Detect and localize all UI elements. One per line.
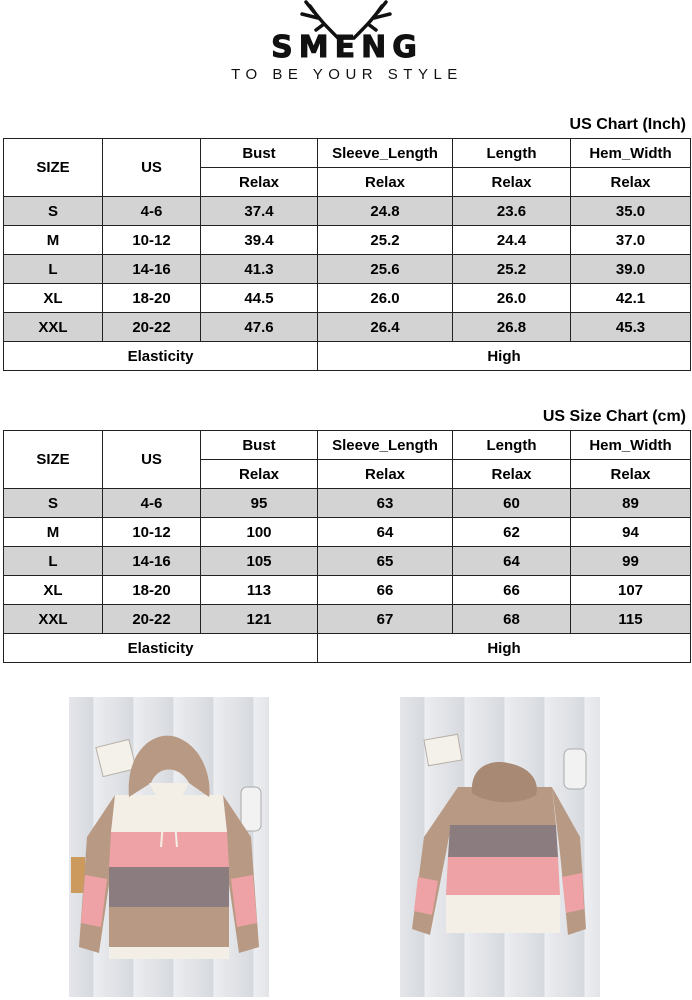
cell: XXL <box>4 313 103 342</box>
header-size: SIZE <box>4 431 103 489</box>
cell: 95 <box>201 489 318 518</box>
cell: 66 <box>453 576 571 605</box>
cell: 64 <box>453 547 571 576</box>
cell: 64 <box>318 518 453 547</box>
header-us: US <box>103 139 201 197</box>
cell: L <box>4 547 103 576</box>
header-sleeve-length: Sleeve_Length <box>318 431 453 460</box>
cell: 121 <box>201 605 318 634</box>
cell: 37.0 <box>571 226 691 255</box>
elasticity-value: High <box>318 342 691 371</box>
cell: M <box>4 518 103 547</box>
cell: 66 <box>318 576 453 605</box>
cell: 37.4 <box>201 197 318 226</box>
header-hem-width: Hem_Width <box>571 139 691 168</box>
table-row <box>4 284 691 313</box>
cell: 26.8 <box>453 313 571 342</box>
cell: 10-12 <box>103 226 201 255</box>
elasticity-value: High <box>318 634 691 663</box>
cell: 4-6 <box>103 197 201 226</box>
table-row <box>4 547 691 576</box>
cell: 20-22 <box>103 605 201 634</box>
subheader-relax: Relax <box>571 460 691 489</box>
cell: 68 <box>453 605 571 634</box>
cell: 89 <box>571 489 691 518</box>
chart-title-inch: US Chart (Inch) <box>569 116 686 133</box>
subheader-relax: Relax <box>318 460 453 489</box>
table-row <box>4 489 691 518</box>
cell: 25.2 <box>318 226 453 255</box>
cell: 94 <box>571 518 691 547</box>
product-photo-front <box>69 697 269 997</box>
table-row <box>4 226 691 255</box>
cell: 107 <box>571 576 691 605</box>
cell: 10-12 <box>103 518 201 547</box>
cell: 42.1 <box>571 284 691 313</box>
elasticity-row <box>4 342 691 371</box>
brand-name: SMENG <box>271 30 423 65</box>
cell: XL <box>4 284 103 313</box>
subheader-relax: Relax <box>201 460 318 489</box>
size-table-inch <box>3 138 691 371</box>
cell: 26.0 <box>453 284 571 313</box>
cell: 115 <box>571 605 691 634</box>
cell: 20-22 <box>103 313 201 342</box>
subheader-relax: Relax <box>453 168 571 197</box>
cell: 18-20 <box>103 576 201 605</box>
cell: 25.6 <box>318 255 453 284</box>
table-row <box>4 518 691 547</box>
elasticity-label: Elasticity <box>4 342 318 371</box>
header-bust: Bust <box>201 431 318 460</box>
cell: 35.0 <box>571 197 691 226</box>
cell: 24.8 <box>318 197 453 226</box>
header-row <box>4 139 691 168</box>
cell: 39.4 <box>201 226 318 255</box>
elasticity-label: Elasticity <box>4 634 318 663</box>
cell: 14-16 <box>103 255 201 284</box>
cell: 105 <box>201 547 318 576</box>
subheader-relax: Relax <box>318 168 453 197</box>
cell: 67 <box>318 605 453 634</box>
brand-logo <box>0 0 692 92</box>
cell: S <box>4 197 103 226</box>
cell: 39.0 <box>571 255 691 284</box>
cell: 14-16 <box>103 547 201 576</box>
product-photo-back <box>400 697 600 997</box>
cell: 100 <box>201 518 318 547</box>
cell: 113 <box>201 576 318 605</box>
cell: 47.6 <box>201 313 318 342</box>
table-row <box>4 576 691 605</box>
cell: 60 <box>453 489 571 518</box>
subheader-relax: Relax <box>201 168 318 197</box>
cell: M <box>4 226 103 255</box>
cell: 24.4 <box>453 226 571 255</box>
header-row <box>4 431 691 460</box>
cell: XXL <box>4 605 103 634</box>
cell: 23.6 <box>453 197 571 226</box>
chart-title-cm: US Size Chart (cm) <box>542 408 686 425</box>
table-row <box>4 197 691 226</box>
cell: 63 <box>318 489 453 518</box>
size-table-cm <box>3 430 691 663</box>
subheader-relax: Relax <box>571 168 691 197</box>
header-bust: Bust <box>201 139 318 168</box>
header-length: Length <box>453 139 571 168</box>
header-hem-width: Hem_Width <box>571 431 691 460</box>
cell: 4-6 <box>103 489 201 518</box>
cell: 65 <box>318 547 453 576</box>
cell: 18-20 <box>103 284 201 313</box>
cell: S <box>4 489 103 518</box>
cell: L <box>4 255 103 284</box>
brand-tagline: TO BE YOUR STYLE <box>231 66 463 83</box>
sweater-front-icon <box>69 697 269 997</box>
cell: 99 <box>571 547 691 576</box>
elasticity-row <box>4 634 691 663</box>
sweater-back-icon <box>400 697 600 997</box>
table-row <box>4 605 691 634</box>
header-size: SIZE <box>4 139 103 197</box>
cell: 41.3 <box>201 255 318 284</box>
cell: 45.3 <box>571 313 691 342</box>
header-sleeve-length: Sleeve_Length <box>318 139 453 168</box>
header-length: Length <box>453 431 571 460</box>
cell: 44.5 <box>201 284 318 313</box>
cell: XL <box>4 576 103 605</box>
subheader-relax: Relax <box>453 460 571 489</box>
table-row <box>4 255 691 284</box>
cell: 62 <box>453 518 571 547</box>
header-us: US <box>103 431 201 489</box>
cell: 26.4 <box>318 313 453 342</box>
table-row <box>4 313 691 342</box>
cell: 25.2 <box>453 255 571 284</box>
cell: 26.0 <box>318 284 453 313</box>
